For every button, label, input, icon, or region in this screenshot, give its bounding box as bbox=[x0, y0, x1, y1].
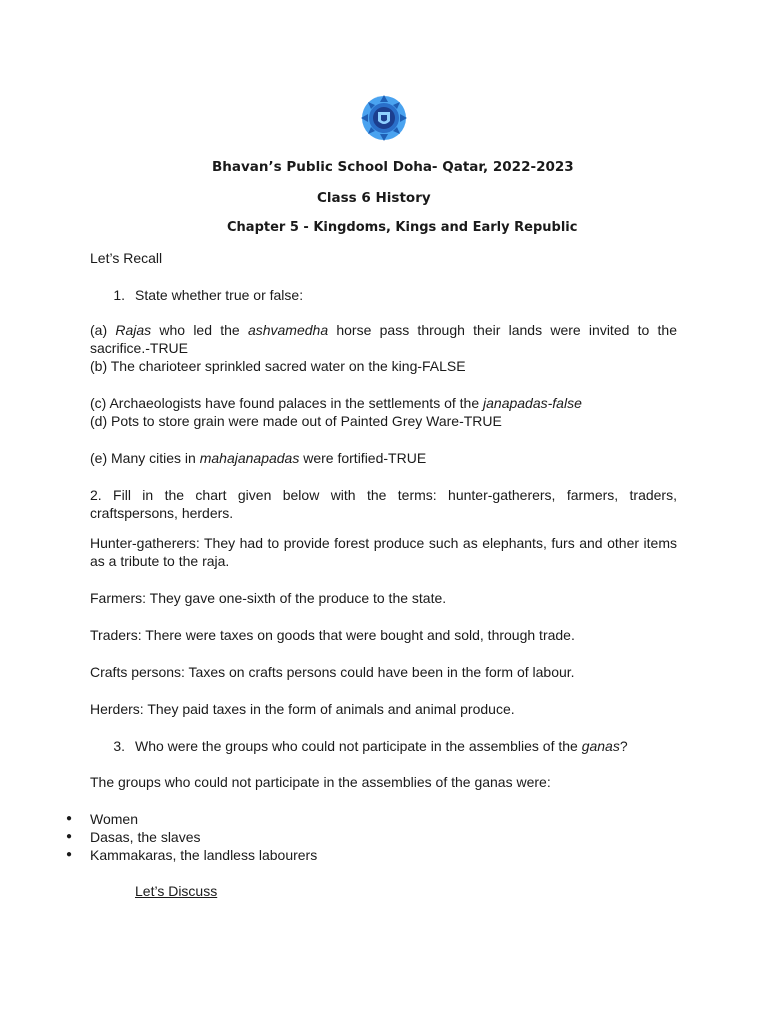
statement-a: (a) Rajas who led the ashvamedha horse pass through their lands were invited to the sacrifice.-TRUE bbox=[90, 322, 678, 356]
statement-d: (d) Pots to store grain were made out of Painted Grey Ware-TRUE bbox=[90, 413, 502, 429]
answer-traders: Traders: There were taxes on goods that were bought and sold, through trade. bbox=[90, 627, 575, 643]
section-heading-discuss: Let’s Discuss bbox=[135, 883, 218, 899]
school-title: Bhavan’s Public School Doha- Qatar, 2022-2023 bbox=[212, 159, 574, 175]
bullet-icon: ● bbox=[66, 849, 73, 860]
bullet-icon: ● bbox=[66, 831, 73, 842]
answer-herders: Herders: They paid taxes in the form of animals and animal produce. bbox=[90, 701, 515, 717]
list-item: ● Kammakaras, the landless labourers bbox=[66, 847, 318, 863]
school-crest-icon bbox=[360, 94, 408, 142]
answer-hunter-gatherers: Hunter-gatherers: They had to provide forest produce such as elephants, furs and other items as a tribute to the raja. bbox=[90, 535, 677, 569]
question-prompt: State whether true or false: bbox=[135, 287, 304, 303]
list-item: ● Dasas, the slaves bbox=[66, 829, 201, 845]
question-number: 1. bbox=[113, 287, 125, 303]
question-3: 3. Who were the groups who could not participate in the assemblies of the ganas? bbox=[103, 737, 628, 755]
answer-3-intro: The groups who could not participate in the assemblies of the ganas were: bbox=[90, 774, 551, 790]
section-heading-recall: Let’s Recall bbox=[90, 250, 163, 266]
bullet-icon: ● bbox=[66, 813, 73, 824]
chapter-title: Chapter 5 - Kingdoms, Kings and Early Republic bbox=[227, 220, 578, 235]
statement-e: (e) Many cities in mahajanapadas were fortified-TRUE bbox=[90, 450, 427, 466]
statement-b: (b) The charioteer sprinkled sacred water on the king-FALSE bbox=[90, 358, 466, 374]
statement-c: (c) Archaeologists have found palaces in the settlements of the janapadas-false bbox=[90, 395, 582, 411]
answer-farmers: Farmers: They gave one-sixth of the produce to the state. bbox=[90, 590, 447, 606]
question-2: 2. Fill in the chart given below with the terms: hunter-gatherers, farmers, traders, craftspersons, herders. bbox=[90, 487, 677, 521]
answer-crafts-persons: Crafts persons: Taxes on crafts persons could have been in the form of labour. bbox=[90, 664, 575, 680]
question-number: 3. bbox=[113, 738, 125, 754]
question-1 bbox=[103, 286, 303, 304]
class-title: Class 6 History bbox=[317, 190, 431, 206]
list-item: ● Women bbox=[66, 811, 138, 827]
